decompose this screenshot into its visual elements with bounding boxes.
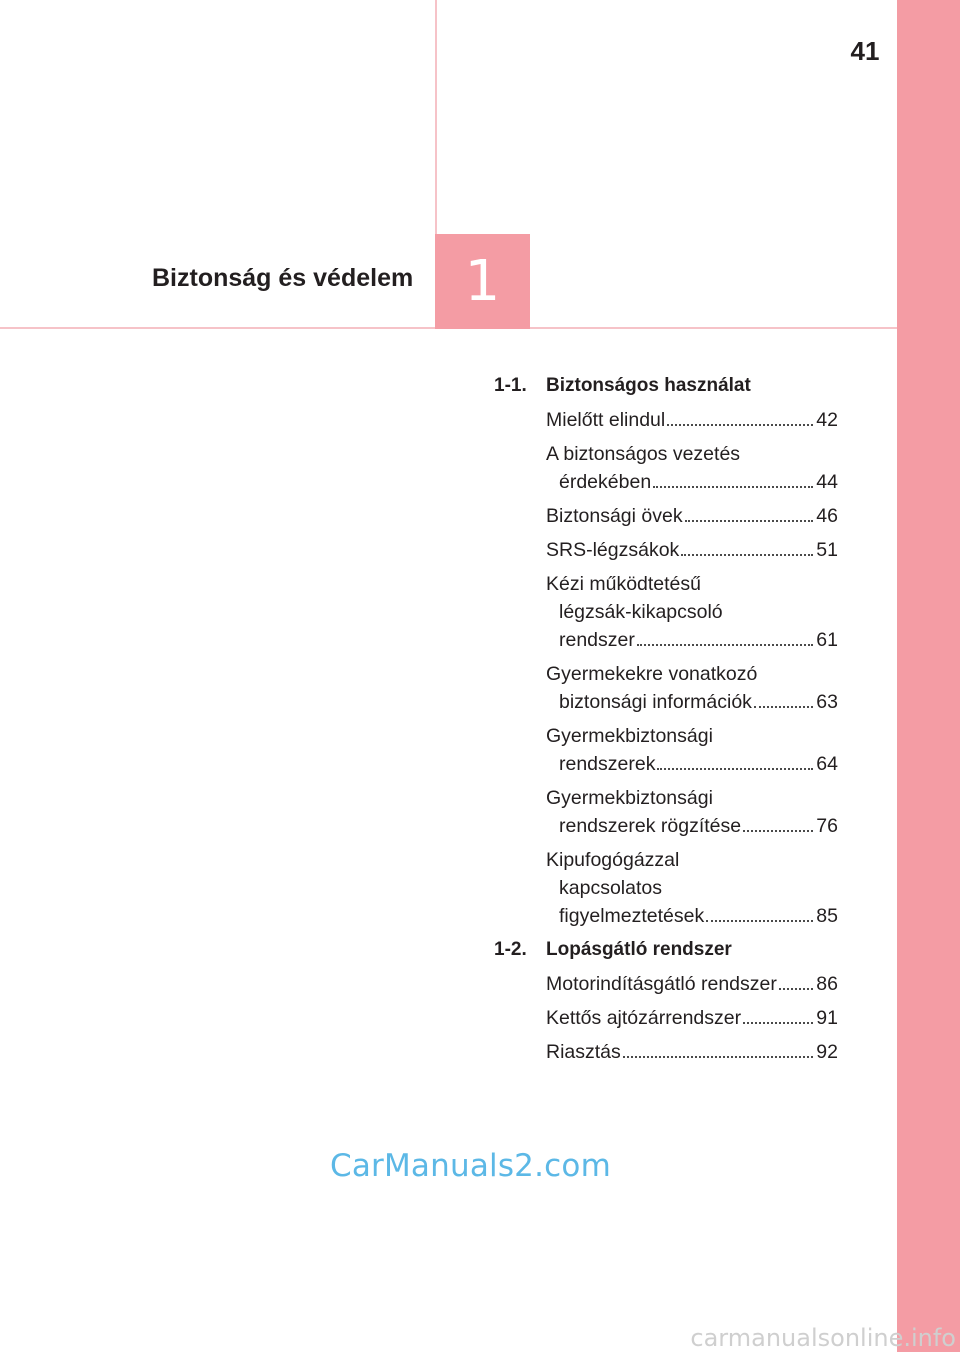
side-tab	[897, 0, 960, 1352]
toc-entry[interactable]	[546, 660, 838, 716]
toc-entry[interactable]	[546, 406, 838, 434]
toc-entry-text: Mielőtt elindul	[546, 409, 666, 431]
toc-section-heading	[494, 936, 838, 964]
toc-entry-line	[546, 626, 838, 654]
toc-entry-line	[546, 1038, 838, 1066]
toc-entry[interactable]	[546, 570, 838, 654]
toc-entry-line	[546, 874, 838, 902]
toc-section-heading	[494, 372, 838, 400]
chapter-number: 1	[464, 248, 501, 314]
toc-entry-text: Gyermekbiztonsági	[546, 787, 713, 809]
toc-page-number: 76	[816, 815, 838, 837]
toc-entry-text: Motorindításgátló rendszer	[546, 973, 777, 995]
toc-dot-leader	[623, 1056, 814, 1058]
toc-page-number: 51	[816, 539, 838, 561]
toc-section-number: 1-2.	[494, 939, 527, 960]
toc-entry-line	[546, 468, 838, 496]
toc-dot-leader	[743, 830, 813, 832]
toc-entry-line	[546, 536, 838, 564]
toc-entry-line	[546, 660, 838, 688]
chapter-title: Biztonság és védelem	[152, 264, 414, 292]
toc-entry-line	[546, 846, 838, 874]
toc-dot-leader	[681, 554, 813, 556]
toc-entry-text: rendszer	[559, 629, 635, 651]
toc-entry-text: légzsák-kikapcsoló	[559, 601, 723, 623]
toc-entry-line	[546, 1004, 838, 1032]
toc-entry-line	[546, 812, 838, 840]
toc-entry-text: Riasztás	[546, 1041, 621, 1063]
toc-entry-text: Kézi működtetésű	[546, 573, 702, 595]
toc-page-number: 42	[816, 409, 838, 431]
toc-entry-line	[546, 502, 838, 530]
page-number: 41	[850, 36, 880, 66]
toc-dot-leader	[685, 520, 814, 522]
toc-entry[interactable]	[546, 536, 838, 564]
toc-dot-leader	[637, 644, 813, 646]
toc-entry[interactable]	[546, 784, 838, 840]
toc-entry[interactable]	[546, 846, 838, 930]
watermark-carmanuals2: CarManuals2.com	[330, 1148, 611, 1184]
toc-dot-leader	[657, 768, 813, 770]
toc-entry-text: érdekében	[559, 471, 652, 493]
toc-entry-line	[546, 722, 838, 750]
toc-entry-text: figyelmeztetések	[559, 905, 705, 927]
toc-entry-line	[546, 688, 838, 716]
toc-entry[interactable]	[546, 1004, 838, 1032]
toc-entry[interactable]	[546, 440, 838, 496]
watermark-carmanualsonline: carmanualsonline.info	[690, 1324, 956, 1352]
toc-entry-line	[546, 440, 838, 468]
toc-entry-text: kapcsolatos	[559, 877, 662, 899]
toc-page-number: 92	[816, 1041, 838, 1063]
toc-entry-text: Kettős ajtózárrendszer	[546, 1007, 742, 1029]
toc-page-number: 64	[816, 753, 838, 775]
toc-entry-text: Kipufogógázzal	[546, 849, 680, 871]
toc-entry-text: Gyermekbiztonsági	[546, 725, 713, 747]
toc-dot-leader	[779, 988, 813, 990]
toc-section-number: 1-1.	[494, 375, 527, 396]
toc-entry-text: Biztonsági övek	[546, 505, 683, 527]
toc-entry-line	[546, 570, 838, 598]
toc-page-number: 61	[816, 629, 838, 651]
toc-page-number: 85	[816, 905, 838, 927]
toc-entry-line	[546, 406, 838, 434]
toc-entry-line	[546, 902, 838, 930]
toc-dot-leader	[653, 486, 813, 488]
chapter-number-box	[435, 234, 530, 329]
toc-page-number: 91	[816, 1007, 838, 1029]
toc-entry[interactable]	[546, 722, 838, 778]
toc-section-title: Biztonságos használat	[546, 375, 751, 396]
toc-page-number: 44	[816, 471, 838, 493]
toc-page-number: 86	[816, 973, 838, 995]
table-of-contents	[494, 372, 838, 1072]
toc-entry-text: rendszerek rögzítése	[559, 815, 742, 837]
toc-entry-text: biztonsági információk	[559, 691, 752, 713]
toc-entry[interactable]	[546, 1038, 838, 1066]
toc-entry[interactable]	[546, 970, 838, 998]
toc-dot-leader	[667, 424, 813, 426]
header-vertical-rule	[435, 0, 437, 234]
toc-dot-leader	[743, 1022, 813, 1024]
toc-dot-leader	[706, 920, 813, 922]
toc-entry-line	[546, 970, 838, 998]
toc-section-title: Lopásgátló rendszer	[546, 939, 732, 960]
toc-page-number: 63	[816, 691, 838, 713]
toc-entry-text: A biztonságos vezetés	[546, 443, 741, 465]
toc-entry-text: SRS-légzsákok	[546, 539, 680, 561]
toc-entry-text: rendszerek	[559, 753, 656, 775]
toc-entry-text: Gyermekekre vonatkozó	[546, 663, 758, 685]
toc-page-number: 46	[816, 505, 838, 527]
toc-entry-line	[546, 784, 838, 812]
toc-entry-line	[546, 750, 838, 778]
toc-entry[interactable]	[546, 502, 838, 530]
toc-dot-leader	[754, 706, 813, 708]
toc-entry-line	[546, 598, 838, 626]
